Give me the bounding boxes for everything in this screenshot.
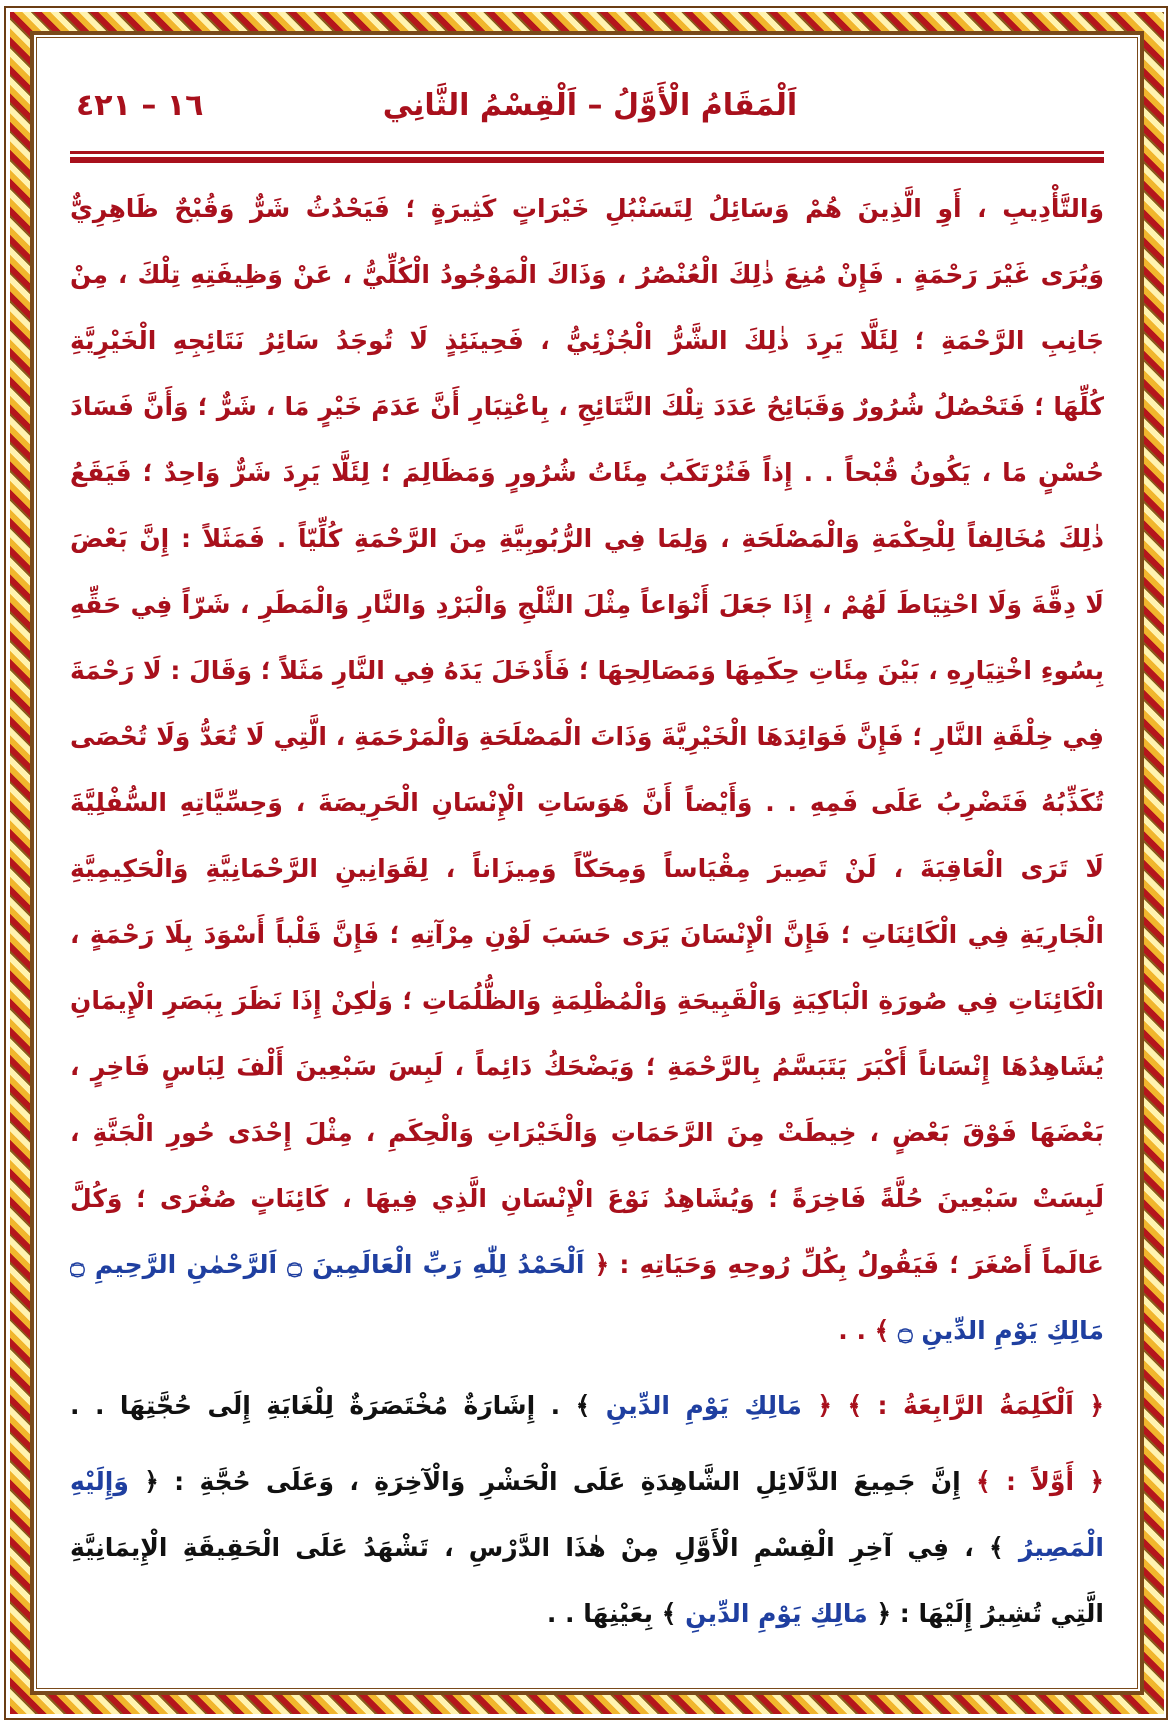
page-title: اَلْمَقَامُ الْأَوَّلُ – اَلْقِسْمُ الثَّانِي: [382, 88, 798, 123]
text-segment: ﴾ بِعَيْنِهَا . .: [546, 1599, 677, 1628]
text-line: [70, 1373, 1104, 1439]
quran-quote: مَالِكِ يَوْمِ الدِّينِ ۝: [898, 1316, 1104, 1345]
text-segment: ﴾ ، فِي آخِرِ الْقِسْمِ الْأَوَّلِ مِنْ هٰذَا الدَّرْسِ ، تَشْهَدُ عَلَى الْحَقِيقَةِ الْإِيمَانِيَّةِ: [70, 1533, 1004, 1562]
text-segment: بَعْضَهَا فَوْقَ بَعْضٍ ، خِيطَتْ مِنَ الرَّحَمَاتِ وَالْخَيْرَاتِ وَالْحِكَمِ ، مِثْلَ إِحْدَى حُورِ الْجَنَّةِ ،: [70, 1118, 1104, 1147]
quran-quote: مَالِكِ يَوْمِ الدِّينِ: [685, 1599, 868, 1628]
text-segment: الَّتِي تُشِيرُ إِلَيْهَا : ﴿: [876, 1599, 1104, 1628]
text-line: [70, 704, 1104, 770]
text-line: [70, 1449, 1104, 1515]
text-segment: كُلِّهَا ؛ فَتَحْصُلُ شُرُورٌ وَقَبَائِحُ عَدَدَ تِلْكَ النَّتَائِجِ ، بِاعْتِبَارِ أَنَّ عَدَمَ خَيْرٍ مَا ، شَرٌّ ؛ وَأَنَّ فَسَادَ: [70, 392, 1104, 421]
text-line: [70, 1581, 1104, 1647]
text-segment: جَانِبِ الرَّحْمَةِ ؛ لِئَلَّا يَرِدَ ذٰلِكَ الشَّرُّ الْجُزْئِيُّ ، فَحِينَئِذٍ لَا تُوجَدُ سَائِرُ نَتَائِجِهِ الْخَيْرِيَّةِ: [70, 326, 1104, 355]
text-segment: لَا دِقَّةَ وَلَا احْتِيَاطَ لَهُمْ ، إِذَا جَعَلَ أَنْوَاعاً مِثْلَ الثَّلْجِ وَالْبَرْدِ وَالنَّارِ وَالْمَطَرِ ، شَرّاً فِي حَقِّهِ: [70, 590, 1104, 619]
text-segment: وَالتَّأْدِيبِ ، أَوِ الَّذِينَ هُمْ وَسَائِلُ لِتَسَنْبُلِ خَيْرَاتٍ كَثِيرَةٍ ؛ فَيَحْدُثُ شَرٌّ وَقُبْحٌ ظَاهِرِيٌّ: [70, 194, 1104, 223]
text-line: [70, 572, 1104, 638]
text-line: [70, 1298, 1104, 1364]
text-line: [70, 1034, 1104, 1100]
text-segment: ﴿ اَلْكَلِمَةُ الرَّابِعَةُ : ﴾ ﴿: [817, 1391, 1104, 1420]
text-segment: ﴾ . .: [838, 1316, 890, 1345]
text-line: [70, 1232, 1104, 1298]
text-line: [70, 242, 1104, 308]
text-segment: ﴿ أَوَّلاً : ﴾: [976, 1467, 1104, 1496]
text-line: [70, 506, 1104, 572]
quran-quote: وَإِلَيْهِ: [70, 1467, 129, 1496]
text-line: [70, 902, 1104, 968]
text-segment: بِسُوءِ اخْتِيَارِهِ ، بَيْنَ مِئَاتِ حِكَمِهَا وَمَصَالِحِهَا ؛ فَأَدْخَلَ يَدَهُ فِي النَّارِ مَثَلاً ؛ وَقَالَ : لَا رَحْمَةَ: [70, 656, 1104, 685]
text-segment: الْجَارِيَةِ فِي الْكَائِنَاتِ ؛ فَإِنَّ الْإِنْسَانَ يَرَى حَسَبَ لَوْنِ مِرْآتِهِ ؛ فَإِنَّ قَلْباً أَسْوَدَ بِلَا رَحْمَةٍ ،: [70, 920, 1104, 949]
quran-quote: مَالِكِ يَوْمِ الدِّينِ: [605, 1391, 802, 1420]
page-body-text: [70, 176, 1104, 1647]
page-number: ١٦ – ٤٢١: [76, 88, 204, 123]
text-line: [70, 836, 1104, 902]
text-segment: عَالَماً أَصْغَرَ ؛ فَيَقُولُ بِكُلِّ رُوحِهِ وَحَيَاتِهِ : ﴿: [594, 1250, 1104, 1279]
text-segment: ذٰلِكَ مُخَالِفاً لِلْحِكْمَةِ وَالْمَصْلَحَةِ ، وَلِمَا فِي الرُّبُوبِيَّةِ مِنَ الرَّحْمَةِ كُلِّيّاً . فَمَثَلاً : إِنَّ بَعْضَ: [70, 524, 1104, 553]
header-rule-thin: [70, 151, 1104, 154]
quran-quote: الْمَصِيرُ: [1018, 1533, 1104, 1562]
text-line: [70, 176, 1104, 242]
text-line: [70, 308, 1104, 374]
text-line: [70, 374, 1104, 440]
text-segment: يُشَاهِدُهَا إِنْسَاناً أَكْبَرَ يَتَبَسَّمُ بِالرَّحْمَةِ ؛ وَيَضْحَكُ دَائِماً ، لَبِسَ سَبْعِينَ أَلْفَ لِبَاسٍ فَاخِرٍ ،: [70, 1052, 1104, 1081]
text-segment: لَا تَرَى الْعَاقِبَةَ ، لَنْ تَصِيرَ مِقْيَاساً وَمِحَكّاً وَمِيزَاناً ، لِقَوَانِينِ الرَّحْمَانِيَّةِ وَالْحَكِيمِيَّةِ: [70, 854, 1104, 883]
text-segment: الْكَائِنَاتِ فِي صُورَةِ الْبَاكِيَةِ وَالْقَبِيحَةِ وَالْمُظْلِمَةِ وَالظُّلُمَاتِ ؛ وَلٰكِنْ إِذَا نَظَرَ بِبَصَرِ الْإِيمَانِ: [70, 986, 1104, 1015]
text-segment: إِنَّ جَمِيعَ الدَّلَائِلِ الشَّاهِدَةِ عَلَى الْحَشْرِ وَالْآخِرَةِ ، وَعَلَى حُجَّةِ : ﴿: [144, 1467, 961, 1496]
text-segment: فِي خِلْقَةِ النَّارِ ؛ فَإِنَّ فَوَائِدَهَا الْخَيْرِيَّةَ وَذَاتَ الْمَصْلَحَةِ وَالْمَرْحَمَةِ ، الَّتِي لَا تُعَدُّ وَلَا تُحْصَى: [70, 722, 1104, 751]
text-segment: تُكَذِّبُهُ فَتَضْرِبُ عَلَى فَمِهِ . . وَأَيْضاً أَنَّ هَوَسَاتِ الْإِنْسَانِ الْحَرِيصَةَ ، وَحِسِّيَّاتِهِ السُّفْلِيَّةَ: [70, 788, 1104, 817]
text-line: [70, 638, 1104, 704]
text-segment: حُسْنٍ مَا ، يَكُونُ قُبْحاً . . إِذاً فَتُرْتَكَبُ مِئَاتُ شُرُورٍ وَمَظَالِمَ ؛ لِئَلَّا يَرِدَ شَرٌّ وَاحِدٌ ؛ فَيَقَعُ: [70, 458, 1104, 487]
text-segment: ﴾ . إِشَارَةٌ مُخْتَصَرَةٌ لِلْغَايَةِ إِلَى حُجَّتِهَا . .: [70, 1391, 591, 1420]
text-segment: وَيُرَى غَيْرَ رَحْمَةٍ . فَإِنْ مُنِعَ ذٰلِكَ الْعُنْصُرُ ، وَذَاكَ الْمَوْجُودُ الْكُلِّيُّ ، عَنْ وَظِيفَتِهِ تِلْكَ ، مِنْ: [70, 260, 1104, 289]
text-line: [70, 770, 1104, 836]
text-line: [70, 1515, 1104, 1581]
text-line: [70, 1166, 1104, 1232]
header-rule-thick: [70, 157, 1104, 163]
text-line: [70, 1100, 1104, 1166]
text-line: [70, 968, 1104, 1034]
quran-quote: اَلْحَمْدُ لِلّٰهِ رَبِّ الْعَالَمِينَ ۝ اَلرَّحْمٰنِ الرَّحِيمِ ۝: [70, 1250, 585, 1279]
text-segment: لَبِسَتْ سَبْعِينَ حُلَّةً فَاخِرَةً ؛ وَيُشَاهِدُ نَوْعَ الْإِنْسَانِ الَّذِي فِيهَا ، كَائِنَاتٍ صُغْرَى ؛ وَكُلَّ: [70, 1184, 1104, 1213]
text-line: [70, 440, 1104, 506]
